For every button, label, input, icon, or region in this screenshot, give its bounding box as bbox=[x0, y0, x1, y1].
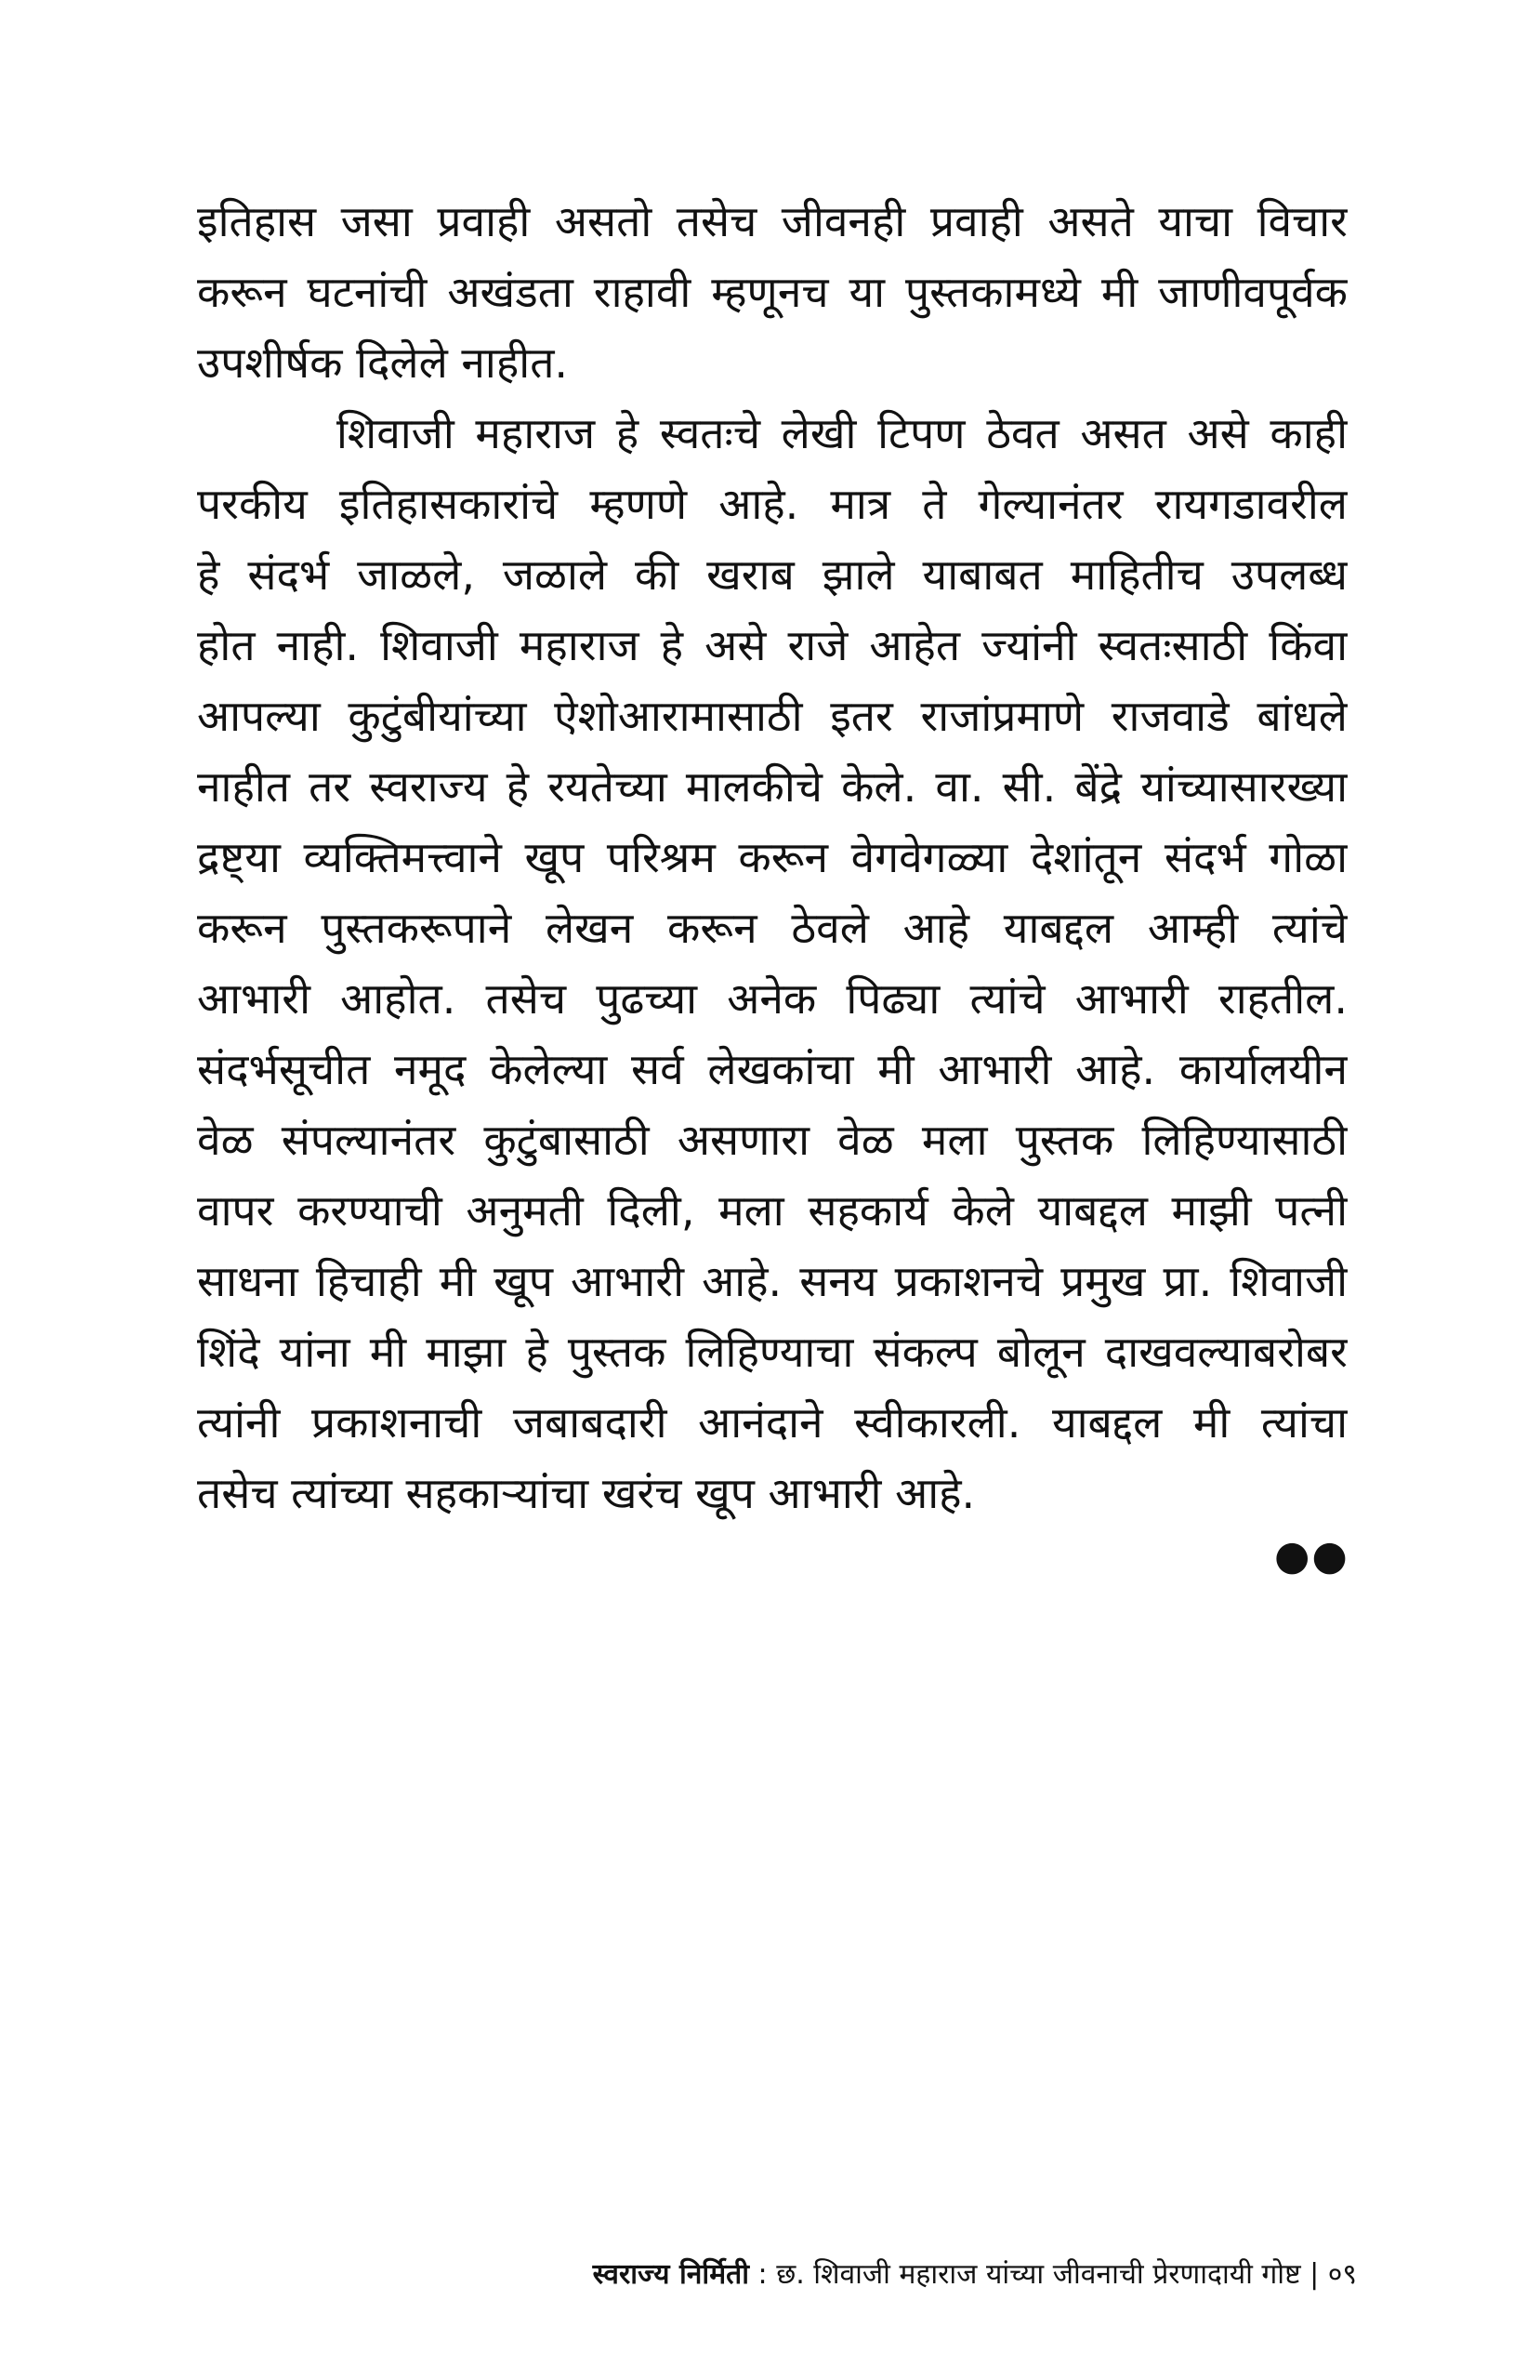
text-line: इतिहास जसा प्रवाही असतो तसेच जीवनही प्रवाही असते याचा विचार bbox=[197, 196, 1348, 246]
page-footer bbox=[502, 2254, 1357, 2295]
text-line: द्रष्ट्या व्यक्तिमत्त्वाने खूप परिश्रम करून वेगवेगळ्या देशांतून संदर्भ गोळा bbox=[197, 832, 1348, 882]
text-line: करून पुस्तकरूपाने लेखन करून ठेवले आहे याबद्दल आम्ही त्यांचे bbox=[197, 903, 1348, 953]
end-of-section-mark: ●● bbox=[1274, 1532, 1349, 1580]
footer-book-title: स्वराज्य निर्मिती bbox=[592, 2258, 750, 2291]
text-line: हे संदर्भ जाळले, जळाले की खराब झाले याबाबत माहितीच उपलब्ध bbox=[197, 549, 1348, 600]
text-line: नाहीत तर स्वराज्य हे रयतेच्या मालकीचे केले. वा. सी. बेंद्रे यांच्यासारख्या bbox=[197, 761, 1348, 812]
text-line: परकीय इतिहासकारांचे म्हणणे आहे. मात्र ते गेल्यानंतर रायगडावरील bbox=[197, 479, 1348, 529]
text-line: वापर करण्याची अनुमती दिली, मला सहकार्य केले याबद्दल माझी पत्नी bbox=[197, 1185, 1348, 1236]
text-line: तसेच त्यांच्या सहकाऱ्यांचा खरंच खूप आभारी आहे. bbox=[197, 1468, 976, 1518]
footer-divider: | bbox=[1300, 2258, 1328, 2291]
text-line: उपशीर्षक दिलेले नाहीत. bbox=[197, 337, 569, 388]
text-line: संदर्भसूचीत नमूद केलेल्या सर्व लेखकांचा मी आभारी आहे. कार्यालयीन bbox=[197, 1044, 1348, 1094]
text-line: वेळ संपल्यानंतर कुटुंबासाठी असणारा वेळ मला पुस्तक लिहिण्यासाठी bbox=[197, 1115, 1348, 1165]
footer-subtitle: छ. शिवाजी महाराज यांच्या जीवनाची प्रेरणादायी गोष्ट bbox=[776, 2258, 1301, 2291]
text-line: आभारी आहोत. तसेच पुढच्या अनेक पिढ्या त्यांचे आभारी राहतील. bbox=[197, 973, 1348, 1024]
footer-separator: : bbox=[749, 2258, 777, 2291]
text-line: आपल्या कुटुंबीयांच्या ऐशोआरामासाठी इतर राजांप्रमाणे राजवाडे बांधले bbox=[197, 691, 1348, 741]
text-line: करून घटनांची अखंडता राहावी म्हणूनच या पुस्तकामध्ये मी जाणीवपूर्वक bbox=[197, 267, 1348, 317]
text-line: साधना हिचाही मी खूप आभारी आहे. सनय प्रकाशनचे प्रमुख प्रा. शिवाजी bbox=[197, 1256, 1348, 1306]
text-line: होत नाही. शिवाजी महाराज हे असे राजे आहेत ज्यांनी स्वतःसाठी किंवा bbox=[197, 620, 1348, 670]
text-line: शिंदे यांना मी माझा हे पुस्तक लिहिण्याचा संकल्प बोलून दाखवल्याबरोबर bbox=[197, 1327, 1348, 1377]
body-text bbox=[197, 186, 1348, 1528]
text-line: त्यांनी प्रकाशनाची जबाबदारी आनंदाने स्वीकारली. याबद्दल मी त्यांचा bbox=[197, 1397, 1348, 1448]
page-number: ०९ bbox=[1327, 2258, 1357, 2291]
paragraph-start-line: शिवाजी महाराज हे स्वतःचे लेखी टिपण ठेवत असत असे काही bbox=[336, 408, 1348, 458]
